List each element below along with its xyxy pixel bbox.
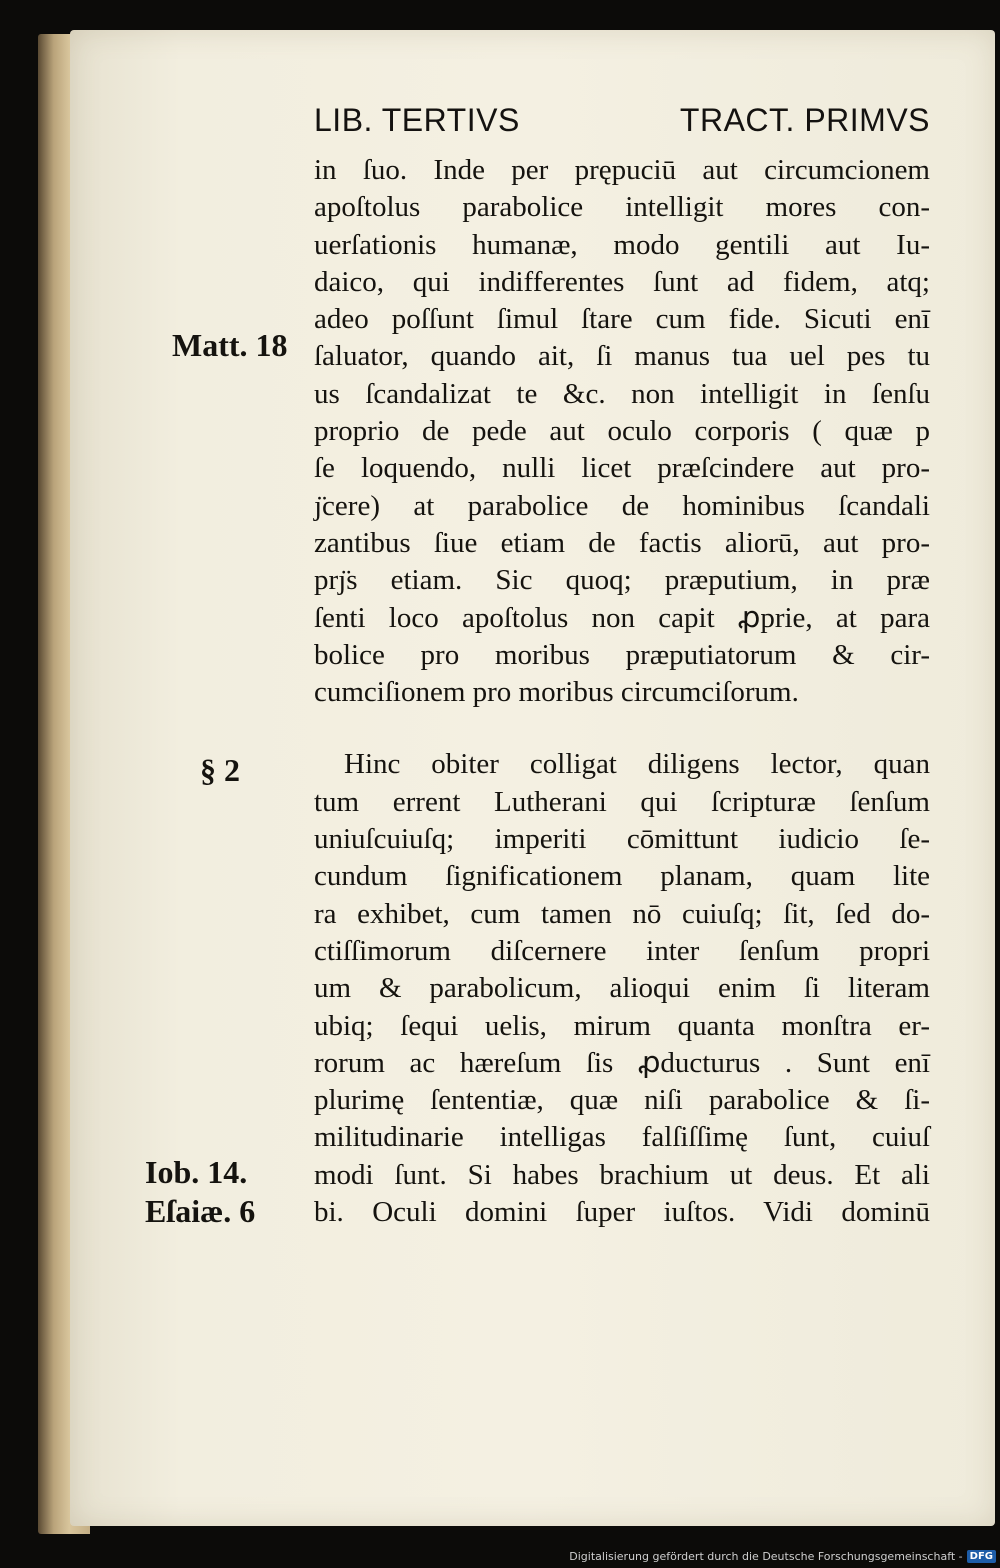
main-text-block	[314, 152, 930, 1231]
text-line: plurimę ſententiæ, quæ niſi parabolice & ſi-	[314, 1084, 930, 1117]
running-head-left: LIB. TERTIVS	[314, 102, 520, 138]
text-line: apoſtolus parabolice intelligit mores con-	[314, 191, 930, 224]
margin-note-matt: Matt. 18	[172, 327, 288, 363]
dfg-logo: DFG	[967, 1550, 996, 1563]
text-line: militudinarie intelligas falſiſſimę ſunt, cuiuſ	[314, 1121, 930, 1154]
margin-note-esaiae: Eſaiæ. 6	[145, 1193, 256, 1229]
text-line: ſaluator, quando ait, ſi manus tua uel pes tu	[314, 340, 930, 373]
text-line: Hinc obiter colligat diligens lector, quan	[344, 748, 930, 781]
text-line: in ſuo. Inde per prępuciū aut circumcionem	[314, 154, 930, 186]
running-head	[314, 102, 930, 142]
paragraph-2	[314, 746, 930, 1231]
text-line: ſe loquendo, nulli licet præſcindere aut pro-	[314, 452, 930, 485]
text-line: daico, qui indifferentes ſunt ad fidem, atq;	[314, 265, 930, 298]
margin-note-iob: Iob. 14.	[145, 1154, 248, 1190]
text-line: tum errent Lutherani qui ſcripturæ ſenſum	[314, 785, 930, 818]
paragraph-gap	[314, 711, 930, 746]
margin-note-section: § 2	[200, 752, 240, 788]
text-line: rorum ac hæreſum ſis ꝓducturus . Sunt enī	[314, 1046, 930, 1079]
text-line: modi ſunt. Si habes brachium ut deus. Et ali	[314, 1158, 930, 1191]
text-line: um & parabolicum, alioqui enim ſi literam	[314, 972, 930, 1005]
text-line: cundum ſignificationem planam, quam lite	[314, 860, 930, 893]
text-line: bi. Oculi domini ſuper iuſtos. Vidi dominū	[314, 1196, 930, 1229]
text-line: ſenti loco apoſtolus non capit ꝓprie, at para	[314, 601, 930, 634]
text-line: cumciſionem pro moribus circumciſorum.	[314, 676, 799, 709]
digitization-footer	[569, 1547, 996, 1565]
text-line: adeo poſſunt ſimul ſtare cum fide. Sicuti enī	[314, 303, 930, 336]
text-line: uerſationis humanæ, modo gentili aut Iu-	[314, 228, 930, 261]
paragraph-1	[314, 152, 930, 711]
text-line: ra exhibet, cum tamen nō cuiuſq; ſit, ſed do-	[314, 897, 930, 930]
text-line: ctiſſimorum diſcernere inter ſenſum propri	[314, 934, 930, 967]
text-line: proprio de pede aut oculo corporis ( quæ p	[314, 415, 930, 448]
running-head-right: TRACT. PRIMVS	[679, 102, 930, 138]
text-line: us ſcandalizat te &c. non intelligit in ſenſu	[314, 377, 930, 410]
footer-credit: Digitalisierung gefördert durch die Deutsche Forschungsgemeinschaft -	[569, 1549, 963, 1563]
text-line: bolice pro moribus præputiatorum & cir-	[314, 638, 930, 671]
text-line: ȷ̈cere) at parabolice de hominibus ſcandali	[314, 489, 930, 522]
text-line: prȷ̈s etiam. Sic quoq; præputium, in præ	[314, 564, 930, 597]
text-line: uniuſcuiuſq; imperiti cōmittunt iudicio ſe-	[314, 823, 930, 856]
text-line: ubiq; ſequi uelis, mirum quanta monſtra er-	[314, 1009, 930, 1042]
text-line: zantibus ſiue etiam de factis aliorū, aut pro-	[314, 526, 930, 559]
